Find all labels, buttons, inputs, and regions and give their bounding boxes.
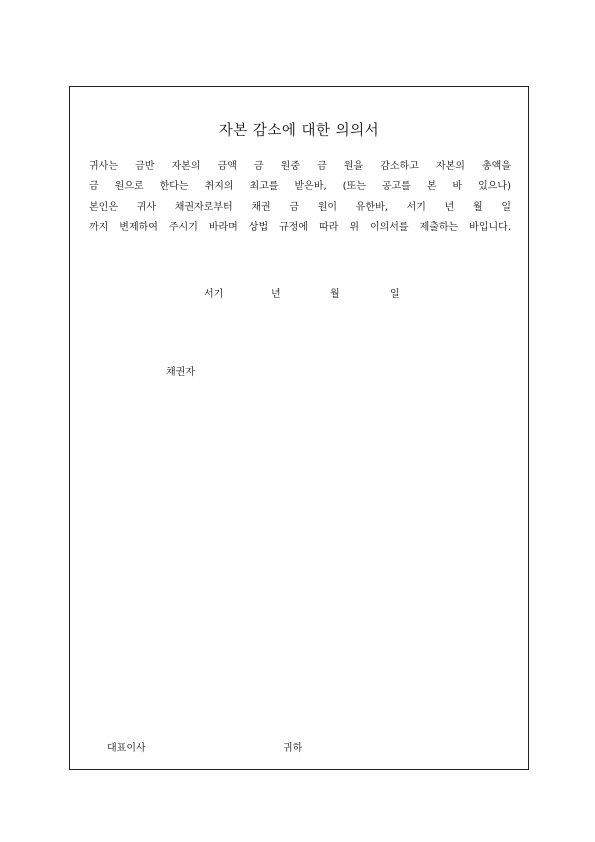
addressee-suffix: 귀하 [283,743,303,754]
date-era-label: 서기 [204,289,224,300]
body-line-2: 금 원으로 한다는 취지의 최고를 받은바, (또는 공고를 본 바 있으나) [89,181,511,192]
date-day-label: 일 [390,289,400,300]
document-title: 자본 감소에 대한 의의서 [218,123,380,139]
ceo-label: 대표이사 [107,743,146,754]
body-line-1: 귀사는 금반 자본의 금액 금 원중 금 원을 감소하고 자본의 총액을 [89,161,511,172]
date-year-label: 년 [271,289,281,300]
date-month-label: 월 [330,289,340,300]
creditor-label: 채권자 [166,367,195,378]
document-frame [69,86,529,770]
body-line-3: 본인은 귀사 채권자로부터 채권 금 원이 유한바, 서기 년 월 일 [89,202,511,213]
body-line-4: 까지 변제하여 주시기 바라며 상법 규정에 따라 위 이의서를 제출하는 바입니다. [89,222,511,233]
